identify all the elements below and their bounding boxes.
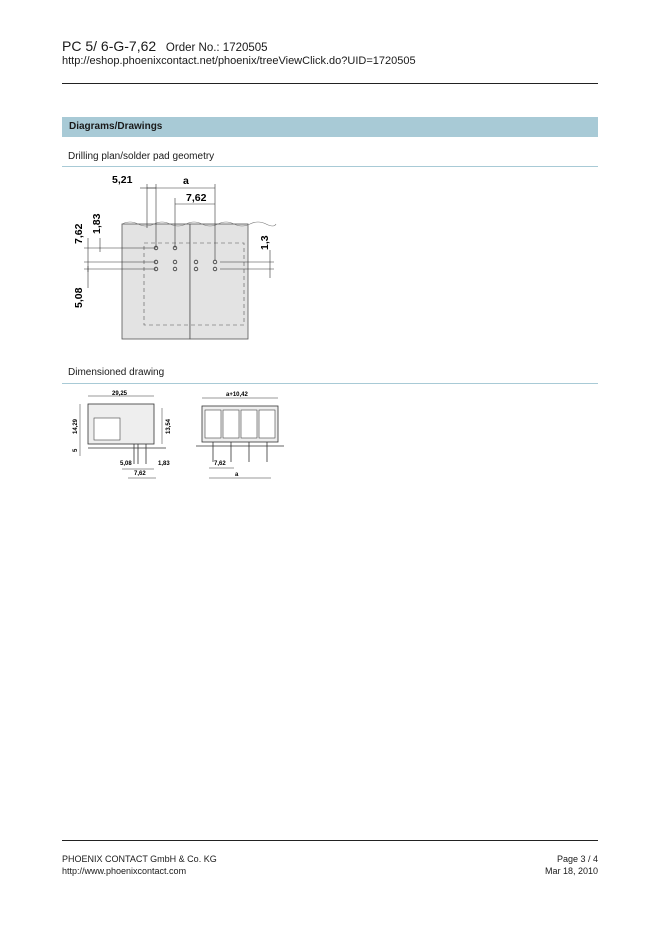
- dim-5-08: 5,08: [73, 287, 85, 308]
- dim-1-83-bottom: 1,83: [158, 461, 170, 467]
- header-divider: [62, 83, 598, 84]
- document-date: Mar 18, 2010: [544, 866, 598, 876]
- page-number: Page 3 / 4: [556, 854, 598, 864]
- dim-7-62-bottom: 7,62: [134, 471, 146, 477]
- dimensioned-drawing-caption: Dimensioned drawing: [68, 367, 165, 378]
- dimensioned-drawing-rule: [62, 383, 598, 384]
- dim-a-front: a: [235, 472, 239, 478]
- section-title: Diagrams/Drawings: [69, 121, 163, 132]
- side-view-drawing: [66, 386, 288, 482]
- dim-5: 5: [73, 448, 79, 452]
- drilling-plan-diagram: [60, 168, 300, 350]
- document-title: [62, 38, 268, 54]
- dim-7-62-vertical: 7,62: [73, 223, 85, 244]
- product-url[interactable]: http://eshop.phoenixcontact.net/phoenix/treeViewClick.do?UID=1720505: [62, 55, 416, 67]
- footer-left: [62, 853, 217, 877]
- side-view-pins: [134, 444, 146, 464]
- dim-14-29: 14,29: [73, 418, 79, 434]
- dim-7-62-front: 7,62: [214, 461, 226, 467]
- company-name: PHOENIX CONTACT GmbH & Co. KG: [62, 854, 217, 864]
- product-name: PC 5/ 6-G-7,62: [62, 38, 157, 54]
- order-number: Order No.: 1720505: [165, 42, 268, 54]
- dim-29-25: 29,25: [112, 391, 128, 397]
- dim-a: a: [183, 175, 189, 187]
- dim-a-plus-10-42: a+10,42: [226, 392, 248, 398]
- dim-13-54: 13,54: [166, 418, 172, 434]
- front-view-pins: [213, 442, 267, 462]
- drilling-plan-caption: Drilling plan/solder pad geometry: [68, 151, 215, 162]
- board-right: [190, 224, 248, 339]
- dim-7-62-horizontal: 7,62: [186, 192, 207, 204]
- drilling-plan-rule: [62, 166, 598, 167]
- section-header: [62, 117, 598, 137]
- dim-5-08-bottom: 5,08: [120, 461, 132, 467]
- dim-1-83: 1,83: [91, 213, 103, 234]
- footer-right: [470, 853, 598, 877]
- footer-divider: [62, 840, 598, 841]
- dim-5-21: 5,21: [112, 174, 133, 186]
- dim-1-3: 1,3: [259, 235, 271, 250]
- company-website[interactable]: http://www.phoenixcontact.com: [62, 866, 187, 876]
